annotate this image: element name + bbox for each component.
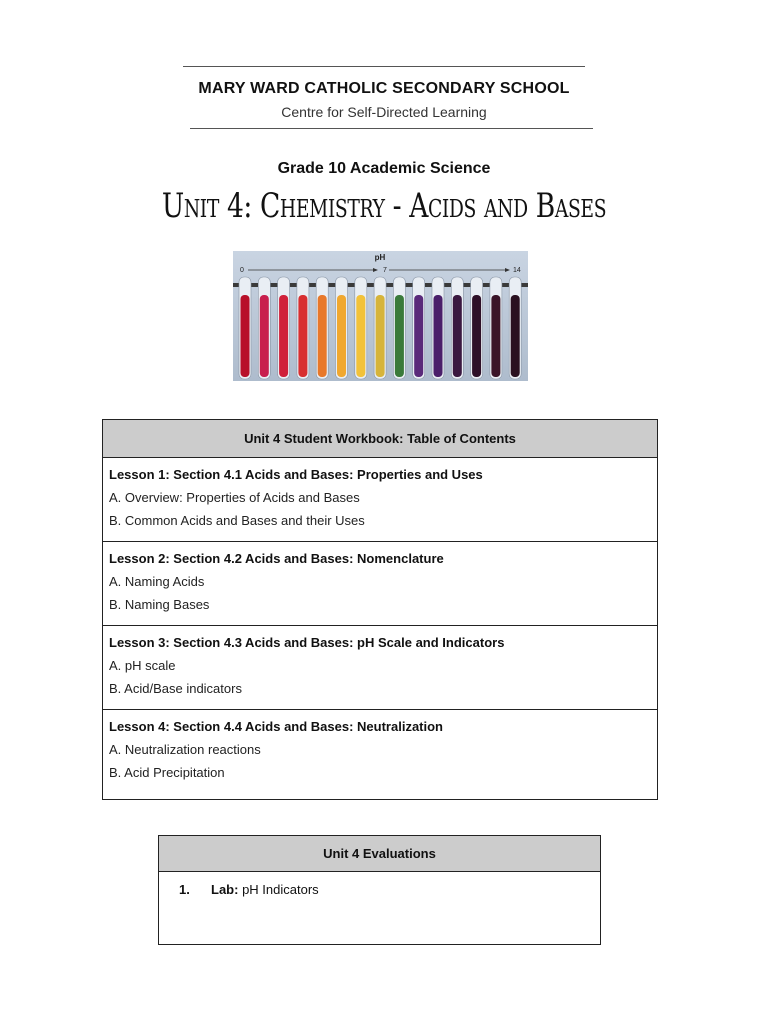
indicator-solution	[279, 295, 288, 377]
indicator-solution	[414, 295, 423, 377]
lesson-title: Lesson 1: Section 4.1 Acids and Bases: Properties and Uses	[109, 467, 483, 482]
indicator-solution	[298, 295, 307, 377]
lesson-item: B. Common Acids and Bases and their Uses	[109, 513, 365, 528]
evaluations-header: Unit 4 Evaluations	[159, 836, 600, 872]
ph-left-value: 0	[240, 267, 244, 274]
lesson-item: B. Acid/Base indicators	[109, 681, 242, 696]
ph-scale-label: pH	[374, 253, 386, 262]
indicator-solution	[337, 295, 346, 377]
ph-test-tubes-image	[233, 251, 528, 381]
indicator-solution	[453, 295, 462, 377]
lesson-title: Lesson 2: Section 4.2 Acids and Bases: Nomenclature	[109, 551, 444, 566]
indicator-solution	[260, 295, 269, 377]
course-title: Grade 10 Academic Science	[277, 160, 491, 177]
lesson-3	[103, 626, 657, 710]
evaluation-text: pH Indicators	[242, 882, 319, 897]
evaluation-type: Lab:	[211, 882, 239, 897]
indicator-solution	[356, 295, 365, 377]
test-tube-rack	[239, 277, 521, 379]
lesson-1	[103, 458, 657, 542]
lesson-item: A. Overview: Properties of Acids and Bases	[109, 490, 360, 505]
lesson-4	[103, 710, 657, 799]
toc-header: Unit 4 Student Workbook: Table of Contents	[103, 420, 657, 458]
indicator-solution	[511, 295, 520, 377]
school-subtitle: Centre for Self-Directed Learning	[281, 104, 487, 120]
indicator-solution	[395, 295, 404, 377]
indicator-solution	[434, 295, 443, 377]
unit-title: Unit 4: Chemistry - Acids and Bases	[161, 186, 607, 226]
lesson-item: B. Naming Bases	[109, 597, 210, 612]
table-of-contents	[102, 419, 658, 800]
lesson-item: A. pH scale	[109, 658, 176, 673]
header-bottom-rule	[190, 128, 593, 129]
indicator-solution	[491, 295, 500, 377]
ph-right-value: 14	[513, 267, 521, 274]
lesson-item: B. Acid Precipitation	[109, 765, 225, 780]
indicator-solution	[376, 295, 385, 377]
indicator-solution	[472, 295, 481, 377]
indicator-solution	[241, 295, 250, 377]
indicator-solution	[318, 295, 327, 377]
lesson-item: A. Neutralization reactions	[109, 742, 261, 757]
evaluation-number: 1.	[179, 882, 190, 897]
lesson-title: Lesson 3: Section 4.3 Acids and Bases: pH Scale and Indicators	[109, 635, 505, 650]
lesson-item: A. Naming Acids	[109, 574, 205, 589]
lesson-2	[103, 542, 657, 626]
school-name: MARY WARD CATHOLIC SECONDARY SCHOOL	[198, 80, 570, 97]
evaluations-table	[158, 835, 601, 945]
top-rule	[183, 66, 585, 67]
lesson-title: Lesson 4: Section 4.4 Acids and Bases: Neutralization	[109, 719, 444, 734]
ph-mid-value: 7	[383, 267, 387, 274]
evaluation-item	[159, 872, 600, 901]
